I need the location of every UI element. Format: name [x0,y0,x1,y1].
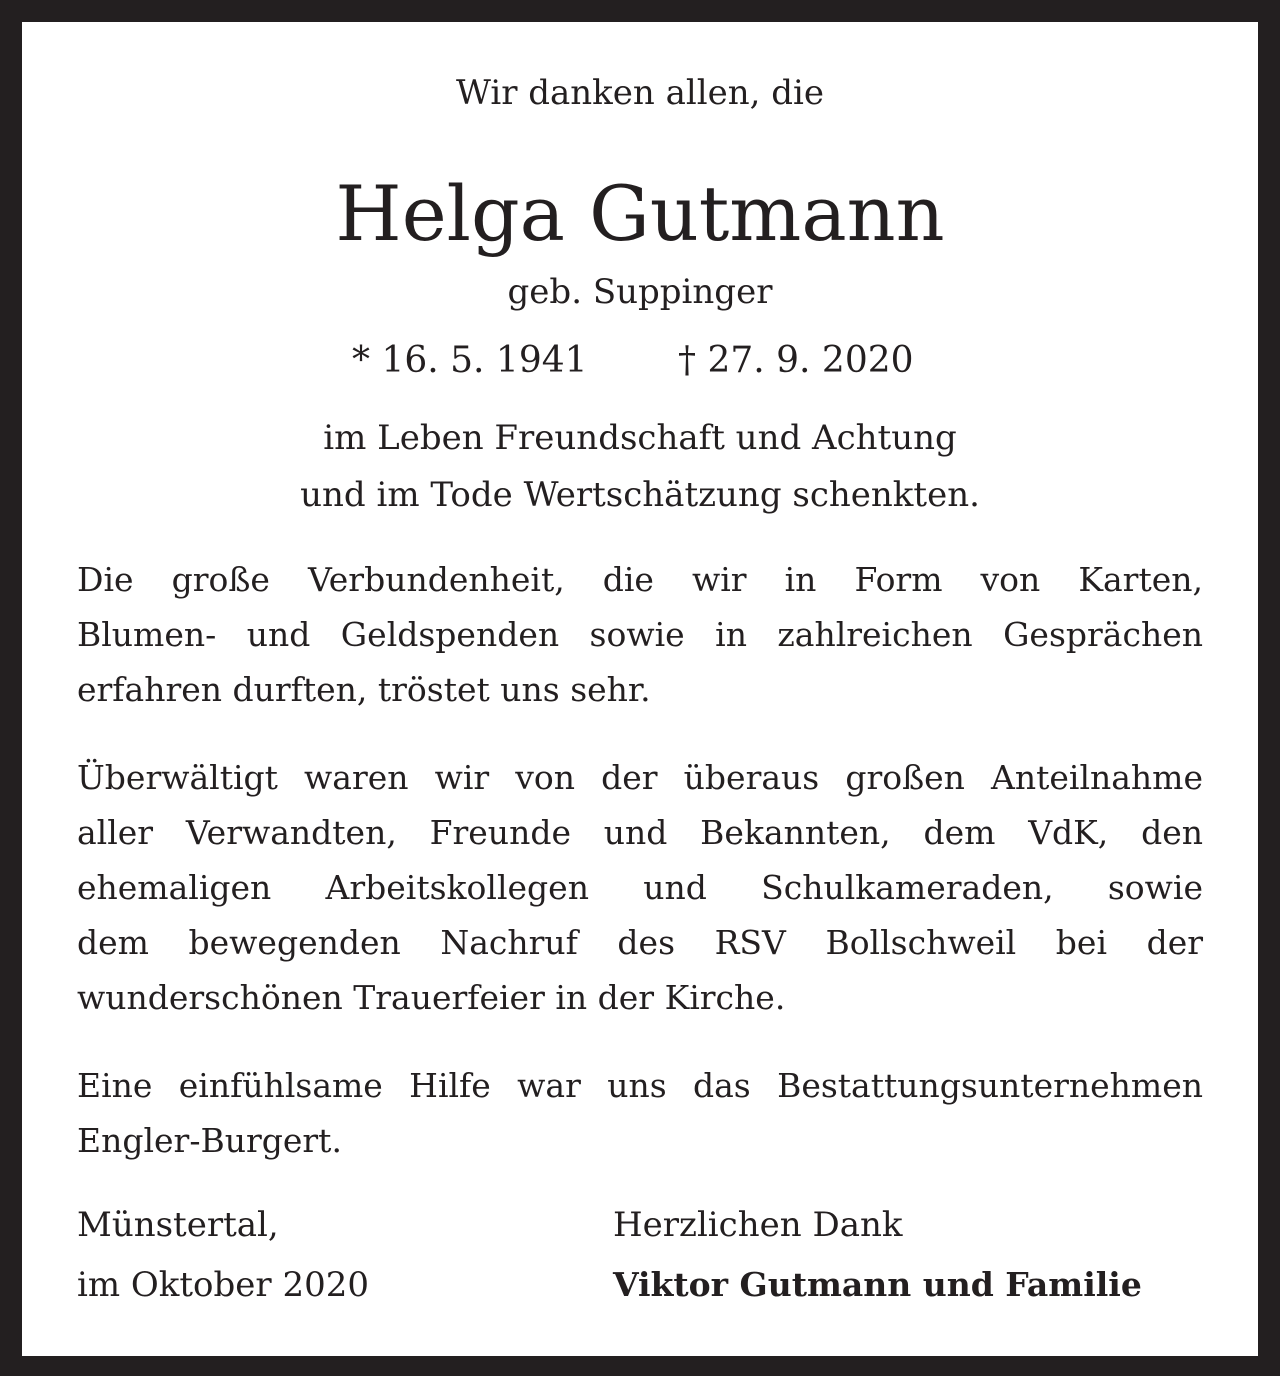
birth-date: * 16. 5. 1941 [352,340,588,381]
life-dates [22,335,1258,387]
paragraph-line: dem bewegenden Nachruf des RSV Bollschweil bei der [77,923,1203,962]
paragraph-line: erfahren durften, tröstet uns sehr. [77,670,651,709]
place-and-date [77,1195,369,1315]
paragraph-line: wunderschönen Trauerfeier in der Kirche. [77,978,786,1017]
thanks-line: im Leben Freundschaft und Achtung [323,418,957,458]
death-date: † 27. 9. 2020 [678,340,914,381]
paragraph-line: ehemaligen Arbeitskollegen und Schulkameraden, sowie [77,868,1203,907]
paragraph-line: Eine einfühlsame Hilfe war uns das Bestattungsunternehmen [77,1066,1203,1105]
closing-block [613,1195,1142,1315]
deceased-name: Helga Gutmann [335,169,945,258]
paragraph-line: Überwältigt waren wir von der überaus großen Anteilnahme [77,758,1203,797]
paragraph-line: Engler-Burgert. [77,1121,342,1160]
paragraph-line: Blumen- und Geldspenden sowie in zahlreichen Gesprächen [77,615,1203,654]
signature: Viktor Gutmann und Familie [613,1265,1142,1304]
paragraph-sympathy [77,750,1203,1025]
maiden-name: geb. Suppinger [507,272,773,312]
place: Münstertal, [77,1205,279,1245]
date: im Oktober 2020 [77,1265,370,1305]
intro-text: Wir danken allen, die [455,73,825,113]
thanks-line: und im Tode Wertschätzung schenkten. [300,475,980,515]
paragraph-funeral-home [77,1058,1203,1168]
closing-text: Herzlichen Dank [613,1205,903,1245]
paragraph-line: aller Verwandten, Freunde und Bekannten, dem VdK, den [77,813,1203,852]
paragraph-condolences [77,552,1203,717]
paragraph-line: Die große Verbundenheit, die wir in Form von Karten, [77,560,1203,599]
